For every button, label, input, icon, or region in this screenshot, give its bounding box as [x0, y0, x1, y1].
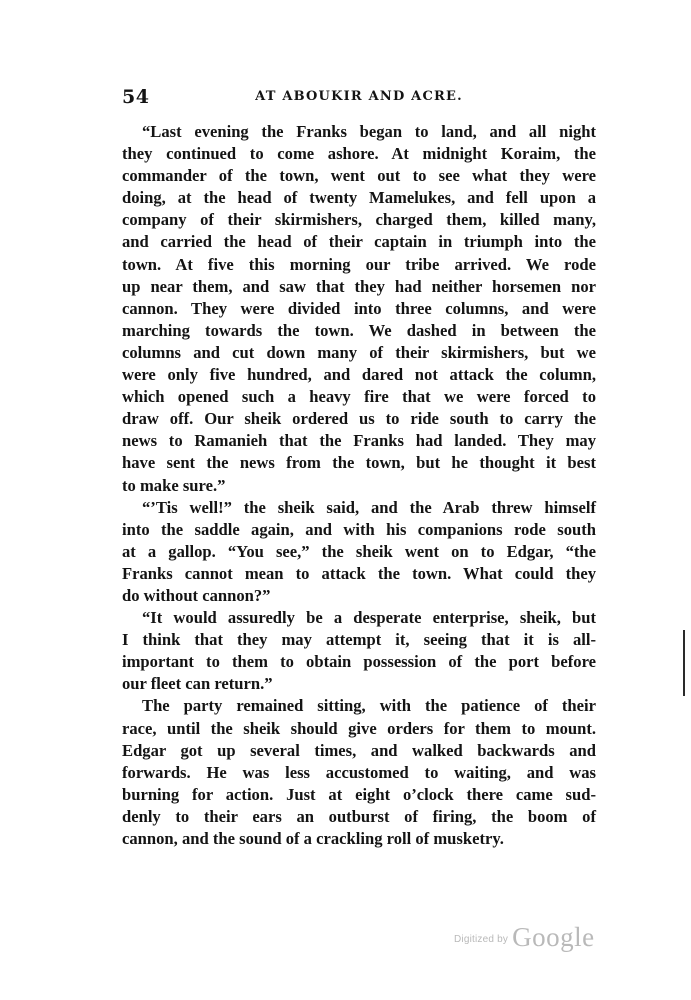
- running-title: AT ABOUKIR AND ACRE.: [255, 89, 463, 104]
- text-line: doing, at the head of twenty Mamelukes, and fell upon a: [122, 188, 596, 208]
- text-line: forwards. He was less accustomed to waiting, and was: [122, 762, 596, 782]
- text-line: they continued to come ashore. At midnight Koraim, the: [122, 144, 596, 164]
- text-line: draw off. Our sheik ordered us to ride south to carry the: [122, 409, 596, 429]
- text-line: I think that they may attempt it, seeing that it is all-: [122, 630, 596, 650]
- text-line: which opened such a heavy fire that we were forced to: [122, 387, 596, 407]
- text-line: marching towards the town. We dashed in between the: [122, 320, 596, 340]
- text-line: do without cannon?”: [122, 585, 271, 605]
- text-line: to make sure.”: [122, 475, 226, 495]
- text-line: our fleet can return.”: [122, 674, 273, 694]
- text-line: were only five hundred, and dared not attack the column,: [122, 365, 596, 385]
- text-line: race, until the sheik should give orders for them to mount.: [122, 718, 596, 738]
- text-line: at a gallop. “You see,” the sheik went on to Edgar, “the: [122, 541, 596, 561]
- watermark-prefix: Digitized by: [454, 934, 509, 945]
- text-line: and carried the head of their captain in triumph into the: [122, 232, 596, 252]
- page-header: [122, 86, 596, 110]
- text-line: cannon. They were divided into three columns, and were: [122, 298, 596, 318]
- text-line: up near them, and saw that they had neither horsemen nor: [122, 276, 596, 296]
- text-line: “It would assuredly be a desperate enterprise, sheik, but: [142, 608, 596, 628]
- text-line: news to Ramanieh that the Franks had landed. They may: [122, 431, 596, 451]
- text-line: denly to their ears an outburst of firing, the boom of: [122, 806, 596, 826]
- text-line: Edgar got up several times, and walked backwards and: [122, 740, 596, 760]
- text-line: cannon, and the sound of a crackling roll of musketry.: [122, 829, 504, 848]
- body-text: [122, 121, 596, 850]
- text-line: columns and cut down many of their skirmishers, but we: [122, 342, 596, 362]
- text-line: “Last evening the Franks began to land, and all night: [142, 122, 596, 141]
- text-line: commander of the town, went out to see what they were: [122, 166, 596, 186]
- text-line: important to them to obtain possession of the port before: [122, 652, 596, 672]
- text-line: into the saddle again, and with his companions rode south: [122, 519, 596, 539]
- text-line: burning for action. Just at eight o’clock there came sud-: [122, 784, 596, 804]
- text-line: “’Tis well!” the sheik said, and the Arab threw himself: [142, 497, 596, 517]
- text-line: company of their skirmishers, charged them, killed many,: [122, 210, 596, 230]
- text-line: have sent the news from the town, but he thought it best: [122, 453, 596, 473]
- digitized-watermark: [454, 922, 595, 953]
- text-line: The party remained sitting, with the patience of their: [142, 696, 596, 716]
- text-line: Franks cannot mean to attack the town. What could they: [122, 563, 596, 583]
- page-number: 54: [122, 86, 150, 108]
- watermark-brand: Google: [512, 922, 595, 952]
- text-line: town. At five this morning our tribe arrived. We rode: [122, 254, 596, 274]
- margin-mark: [683, 630, 685, 696]
